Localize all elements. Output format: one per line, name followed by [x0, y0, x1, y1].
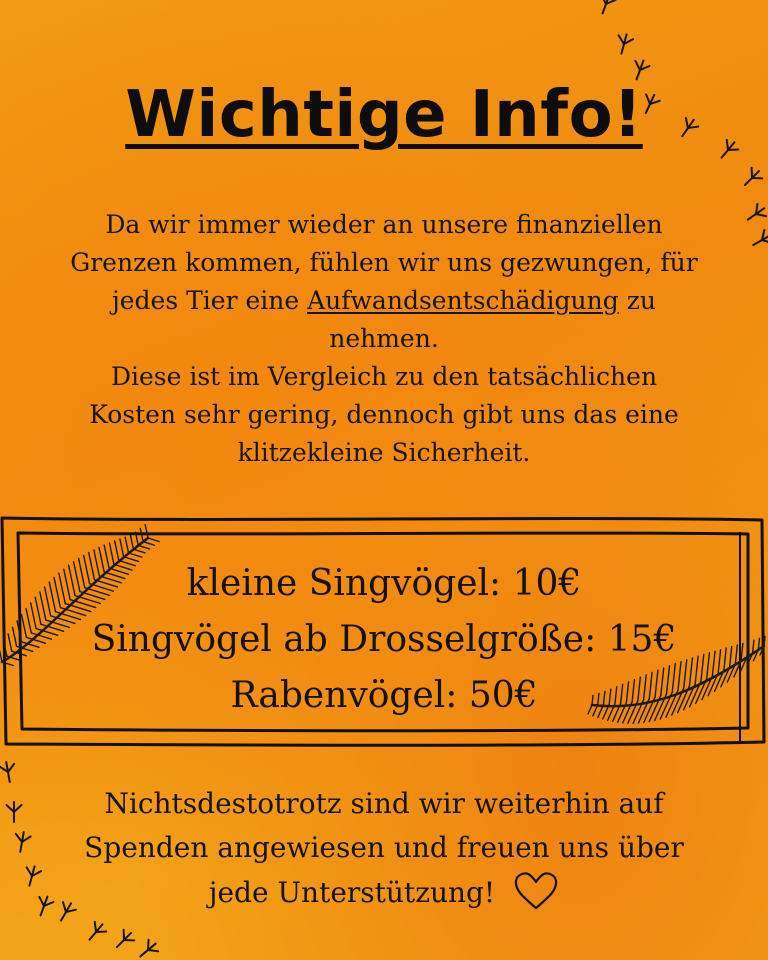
- intro-lead: Da wir immer wieder an unsere finanziellen Grenzen kommen, fühlen wir uns gezwungen, für jedes Tier eine: [70, 210, 698, 315]
- intro-second: Diese ist im Vergleich zu den tatsächlichen Kosten sehr gering, dennoch gibt uns das eine klitzekleine Sicherheit.: [89, 362, 679, 467]
- price-list: [60, 556, 708, 724]
- price-line-corvids: Rabenvögel: 50€: [230, 675, 538, 716]
- intro-underlined-word: Aufwandsentschädigung: [307, 286, 619, 315]
- page-title: Wichtige Info!: [125, 78, 643, 152]
- outro-message: Nichtsdestotrotz sind wir weiterhin auf Spenden angewiesen und freuen uns über jede Unterstützung!: [84, 787, 684, 909]
- intro-tail: zu nehmen.: [329, 286, 656, 353]
- price-line-small-songbirds: kleine Singvögel: 10€: [186, 563, 582, 604]
- heart-icon: [513, 870, 559, 910]
- intro-text: [70, 206, 698, 472]
- price-line-thrush-size: Singvögel ab Drosselgröße: 15€: [91, 619, 677, 660]
- outro-text: [60, 782, 708, 915]
